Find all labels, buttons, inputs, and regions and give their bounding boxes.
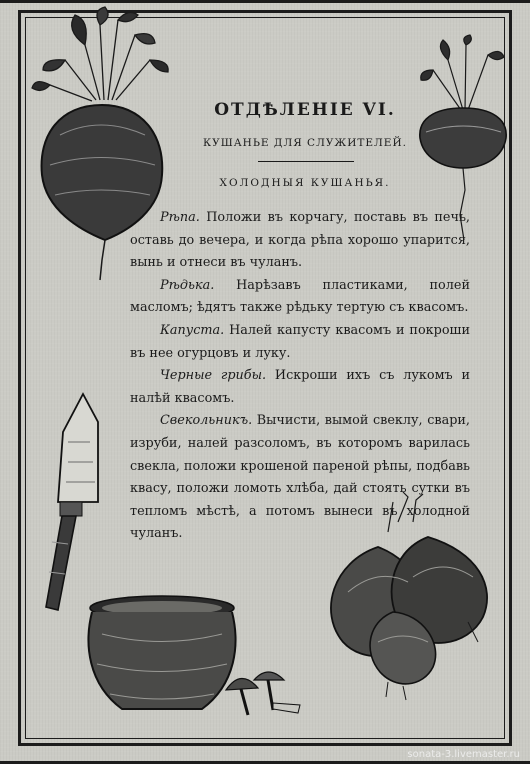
recipe-name: Черные грибы.	[160, 368, 267, 384]
watermark: sonata-3.livemaster.ru	[407, 749, 520, 760]
recipe-text: Нарѣзавъ пластиками, полей масломъ; ѣдятъ также рѣдьку тертую съ квасомъ.	[130, 277, 470, 316]
recipe-paragraph	[130, 410, 470, 546]
recipe-text: Вычисти, вымой свеклу, свари, изруби, налей разсоломъ, въ которомъ варилась свекла, положи крошеной пареной рѣпы, подбавь квасу, положи ломоть хлѣба, дай стоять сутки въ тепломъ мѣстѣ, а потомъ вынеси въ холодной чуланъ.	[130, 413, 470, 542]
knife-icon	[38, 392, 108, 622]
page-title: ОТДѢЛЕНIЕ VI.	[214, 100, 396, 120]
title-divider	[258, 161, 354, 162]
recipe-name: Капуста.	[160, 322, 225, 338]
recipe-paragraph	[130, 275, 470, 320]
section-heading: ХОЛОДНЫЯ КУШАНЬЯ.	[219, 177, 391, 189]
recipe-name: Рѣпа.	[160, 210, 200, 225]
recipe-paragraph	[130, 365, 470, 410]
recipe-text: Искроши ихъ съ лукомъ и налѣй квасомъ.	[130, 368, 471, 406]
mushrooms-icon	[218, 665, 308, 725]
recipe-name: Рѣдька.	[160, 277, 215, 293]
recipe-paragraph	[130, 207, 470, 275]
recipe-paragraph	[130, 320, 470, 365]
page-subtitle: КУШАНЬЕ ДЛЯ СЛУЖИТЕЛЕЙ.	[203, 137, 407, 149]
top-border-stripe	[0, 0, 530, 3]
recipe-name: Свекольникъ.	[160, 413, 253, 429]
recipe-text: Положи въ корчагу, поставь въ печь, оставь до вечера, и когда рѣпа хорошо упарится, вынь и отнеси въ чуланъ.	[130, 210, 470, 271]
recipe-list	[130, 207, 470, 546]
recipe-text: Налей капусту квасомъ и покроши въ нее огурцовъ и луку.	[130, 322, 470, 361]
